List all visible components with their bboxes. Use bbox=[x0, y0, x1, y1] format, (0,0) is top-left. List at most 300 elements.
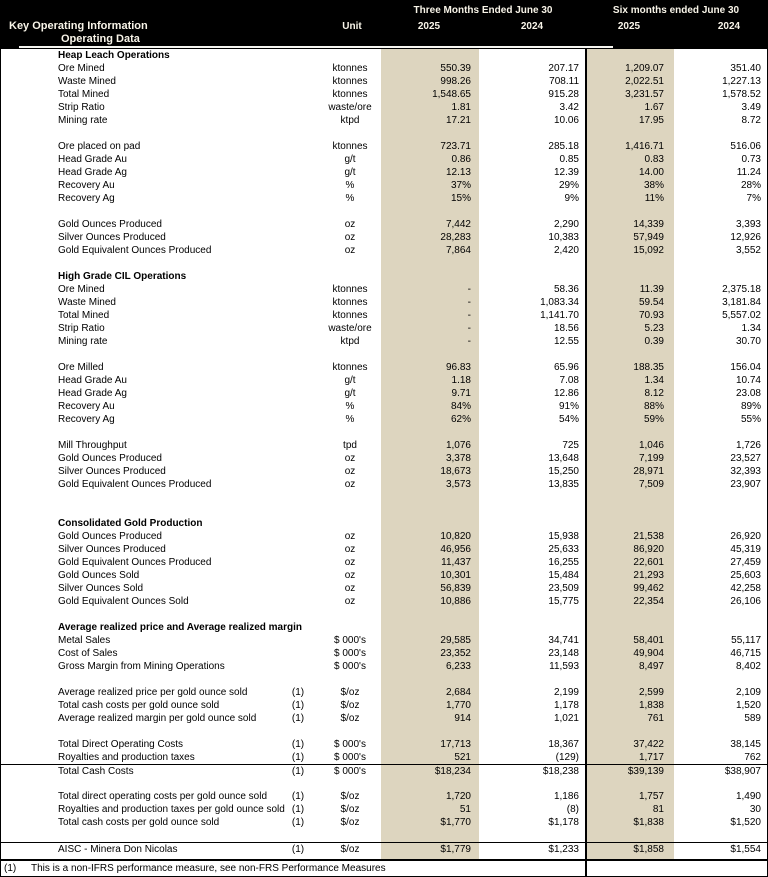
table-row bbox=[1, 179, 768, 192]
value-6m-2024: 10.74 bbox=[735, 375, 761, 386]
blank-row bbox=[1, 257, 768, 270]
row-label: Recovery Au bbox=[58, 401, 115, 412]
table-row bbox=[1, 465, 768, 478]
value-6m-2025: 7,509 bbox=[638, 479, 664, 490]
value-3m-2025: 28,283 bbox=[440, 232, 471, 243]
value-3m-2024: 1,021 bbox=[553, 713, 579, 724]
table-row bbox=[1, 634, 768, 647]
value-6m-2025: 188.35 bbox=[633, 362, 664, 373]
row-label: Average realized price and Average realized margin bbox=[58, 622, 302, 633]
value-6m-2025: 1,757 bbox=[638, 791, 664, 802]
value-3m-2025: - bbox=[467, 297, 471, 308]
row-label: Consolidated Gold Production bbox=[58, 518, 203, 529]
row-label: Heap Leach Operations bbox=[58, 50, 170, 61]
table-row bbox=[1, 712, 768, 725]
value-6m-2025: 1,838 bbox=[638, 700, 664, 711]
row-label: Total Direct Operating Costs bbox=[58, 739, 184, 750]
row-unit: $/oz bbox=[340, 844, 360, 855]
table-row bbox=[1, 400, 768, 413]
row-unit: ktonnes bbox=[332, 284, 368, 295]
table-row bbox=[1, 231, 768, 244]
value-6m-2024: 156.04 bbox=[730, 362, 761, 373]
value-6m-2024: 3.49 bbox=[741, 102, 761, 113]
value-6m-2024: 26,920 bbox=[730, 531, 761, 542]
value-3m-2024: 12.86 bbox=[553, 388, 579, 399]
year-header-6m-2025: 2025 bbox=[617, 21, 641, 32]
footnote-marker: (1) bbox=[291, 713, 305, 724]
value-3m-2025: 18,673 bbox=[440, 466, 471, 477]
value-3m-2024: 23,509 bbox=[548, 583, 579, 594]
table-row bbox=[1, 803, 768, 816]
value-6m-2024: 0.73 bbox=[741, 154, 761, 165]
value-6m-2024: 2,109 bbox=[735, 687, 761, 698]
row-unit: ktonnes bbox=[332, 76, 368, 87]
row-unit: waste/ore bbox=[328, 102, 372, 113]
value-6m-2025: 7,199 bbox=[638, 453, 664, 464]
value-6m-2024: 3,181.84 bbox=[722, 297, 761, 308]
table-row bbox=[1, 569, 768, 582]
table-row bbox=[1, 88, 768, 101]
value-3m-2024: 25,633 bbox=[548, 544, 579, 555]
row-label: Gold Equivalent Ounces Produced bbox=[58, 479, 212, 490]
value-6m-2025: 1,209.07 bbox=[625, 63, 664, 74]
value-6m-2025: 21,538 bbox=[633, 531, 664, 542]
value-3m-2024: 15,938 bbox=[548, 531, 579, 542]
row-unit: oz bbox=[344, 596, 356, 607]
value-3m-2025: 998.26 bbox=[440, 76, 471, 87]
value-6m-2025: 57,949 bbox=[633, 232, 664, 243]
value-6m-2024: 42,258 bbox=[730, 583, 761, 594]
value-6m-2024: 23.08 bbox=[735, 388, 761, 399]
value-6m-2025: 21,293 bbox=[633, 570, 664, 581]
value-6m-2025: $1,858 bbox=[633, 844, 664, 855]
value-6m-2024: 55% bbox=[740, 414, 761, 425]
table-row bbox=[1, 582, 768, 595]
value-6m-2025: 3,231.57 bbox=[625, 89, 664, 100]
value-3m-2025: $18,234 bbox=[434, 766, 471, 777]
value-3m-2024: 16,255 bbox=[548, 557, 579, 568]
value-6m-2025: 2,599 bbox=[638, 687, 664, 698]
row-label: Royalties and production taxes per gold ounce sold bbox=[58, 804, 285, 815]
value-6m-2024: 762 bbox=[744, 752, 761, 763]
section-header-row bbox=[1, 517, 768, 530]
subtitle-underline bbox=[19, 46, 613, 48]
value-6m-2024: 8.72 bbox=[741, 115, 761, 126]
row-unit: g/t bbox=[344, 388, 356, 399]
footnote-bar bbox=[1, 859, 768, 877]
table-row bbox=[1, 322, 768, 335]
value-3m-2025: 17,713 bbox=[440, 739, 471, 750]
value-6m-2024: 25,603 bbox=[730, 570, 761, 581]
value-6m-2025: 8,497 bbox=[638, 661, 664, 672]
table-row bbox=[1, 361, 768, 374]
row-unit: ktonnes bbox=[332, 310, 368, 321]
value-3m-2024: 23,148 bbox=[548, 648, 579, 659]
value-6m-2024: $1,554 bbox=[730, 844, 761, 855]
row-label: Head Grade Ag bbox=[58, 167, 127, 178]
row-unit: oz bbox=[344, 570, 356, 581]
value-3m-2025: 3,573 bbox=[445, 479, 471, 490]
table-row bbox=[1, 192, 768, 205]
value-6m-2024: 89% bbox=[740, 401, 761, 412]
table-body bbox=[1, 49, 768, 855]
page-title: Key Operating Information bbox=[9, 20, 148, 32]
row-label: Strip Ratio bbox=[58, 102, 105, 113]
value-3m-2025: 10,886 bbox=[440, 596, 471, 607]
value-3m-2025: 23,352 bbox=[440, 648, 471, 659]
value-3m-2024: 18.56 bbox=[553, 323, 579, 334]
value-6m-2024: $38,907 bbox=[724, 766, 761, 777]
row-label: Total Cash Costs bbox=[58, 766, 134, 777]
row-label: Silver Ounces Produced bbox=[58, 466, 166, 477]
value-3m-2025: 914 bbox=[454, 713, 471, 724]
row-unit: tpd bbox=[343, 440, 357, 451]
value-6m-2025: 22,601 bbox=[633, 557, 664, 568]
row-unit: $ 000's bbox=[334, 635, 366, 646]
row-unit: $ 000's bbox=[334, 766, 366, 777]
row-label: Total Mined bbox=[58, 310, 110, 321]
section-divider-line bbox=[585, 49, 587, 877]
row-unit: ktonnes bbox=[332, 63, 368, 74]
value-3m-2024: (129) bbox=[555, 752, 579, 763]
row-label: Mining rate bbox=[58, 336, 108, 347]
value-6m-2025: 14.00 bbox=[638, 167, 664, 178]
table-row bbox=[1, 153, 768, 166]
table-row bbox=[1, 699, 768, 712]
table-row bbox=[1, 595, 768, 608]
row-label: Waste Mined bbox=[58, 76, 116, 87]
footnote-marker: (1) bbox=[291, 752, 305, 763]
table-row bbox=[1, 309, 768, 322]
value-3m-2025: 12.13 bbox=[445, 167, 471, 178]
value-3m-2024: 285.18 bbox=[548, 141, 579, 152]
footnote-marker: (1) bbox=[291, 844, 305, 855]
value-3m-2024: 10,383 bbox=[548, 232, 579, 243]
value-3m-2024: $18,238 bbox=[542, 766, 579, 777]
value-3m-2025: 550.39 bbox=[440, 63, 471, 74]
value-6m-2025: 38% bbox=[643, 180, 664, 191]
blank-row bbox=[1, 127, 768, 140]
value-6m-2025: 0.39 bbox=[644, 336, 664, 347]
table-row bbox=[1, 439, 768, 452]
value-6m-2024: 55,117 bbox=[731, 635, 761, 646]
row-unit: g/t bbox=[344, 167, 356, 178]
value-6m-2025: 37,422 bbox=[633, 739, 664, 750]
value-3m-2025: 0.86 bbox=[451, 154, 471, 165]
row-label: Gold Ounces Produced bbox=[58, 219, 162, 230]
row-unit: $ 000's bbox=[334, 661, 366, 672]
value-3m-2024: 34,741 bbox=[548, 635, 579, 646]
table-row bbox=[1, 478, 768, 491]
value-3m-2025: 2,684 bbox=[445, 687, 471, 698]
row-label: Cost of Sales bbox=[58, 648, 118, 659]
value-3m-2025: $1,779 bbox=[440, 844, 471, 855]
value-3m-2025: 9.71 bbox=[451, 388, 471, 399]
row-unit: $ 000's bbox=[334, 752, 366, 763]
row-label: Gold Equivalent Ounces Sold bbox=[58, 596, 189, 607]
table-row bbox=[1, 140, 768, 153]
value-6m-2024: 23,907 bbox=[730, 479, 761, 490]
value-3m-2025: 7,442 bbox=[445, 219, 471, 230]
value-6m-2024: $1,520 bbox=[730, 817, 761, 828]
value-3m-2025: 11,437 bbox=[441, 557, 471, 568]
section-header-row bbox=[1, 49, 768, 62]
value-3m-2024: 2,199 bbox=[553, 687, 579, 698]
row-label: Ore Milled bbox=[58, 362, 104, 373]
value-6m-2025: 81 bbox=[652, 804, 664, 815]
value-3m-2025: - bbox=[467, 323, 471, 334]
table-row bbox=[1, 556, 768, 569]
row-label: Total cash costs per gold ounce sold bbox=[58, 700, 220, 711]
value-6m-2025: 0.83 bbox=[644, 154, 664, 165]
footnote-marker: (1) bbox=[291, 791, 305, 802]
table-row bbox=[1, 530, 768, 543]
table-row bbox=[1, 738, 768, 751]
blank-row bbox=[1, 504, 768, 517]
value-3m-2025: 1.81 bbox=[451, 102, 471, 113]
table-header bbox=[1, 1, 768, 49]
table-row bbox=[1, 842, 768, 855]
value-6m-2025: 1.67 bbox=[644, 102, 664, 113]
row-label: Head Grade Au bbox=[58, 154, 127, 165]
row-unit: oz bbox=[344, 479, 356, 490]
row-label: Gold Ounces Sold bbox=[58, 570, 140, 581]
section-header-row bbox=[1, 270, 768, 283]
row-unit: $ 000's bbox=[334, 648, 366, 659]
value-3m-2025: 723.71 bbox=[440, 141, 471, 152]
value-6m-2024: 30 bbox=[749, 804, 761, 815]
value-6m-2025: 1,416.71 bbox=[625, 141, 664, 152]
row-label: Gold Ounces Produced bbox=[58, 531, 162, 542]
row-label: Metal Sales bbox=[58, 635, 111, 646]
blank-row bbox=[1, 673, 768, 686]
value-3m-2025: 3,378 bbox=[445, 453, 471, 464]
value-3m-2024: 13,648 bbox=[548, 453, 579, 464]
table-row bbox=[1, 452, 768, 465]
value-6m-2024: 1,490 bbox=[735, 791, 761, 802]
section-header-row bbox=[1, 621, 768, 634]
value-6m-2025: 1,717 bbox=[638, 752, 664, 763]
value-6m-2025: 14,339 bbox=[633, 219, 664, 230]
value-3m-2024: (8) bbox=[566, 804, 579, 815]
value-6m-2024: 1.34 bbox=[741, 323, 761, 334]
value-3m-2025: 1,076 bbox=[445, 440, 471, 451]
value-6m-2025: 58,401 bbox=[633, 635, 664, 646]
blank-row bbox=[1, 348, 768, 361]
value-3m-2024: $1,233 bbox=[548, 844, 579, 855]
value-3m-2024: 708.11 bbox=[549, 76, 579, 87]
value-3m-2025: 6,233 bbox=[445, 661, 471, 672]
row-unit: oz bbox=[344, 544, 356, 555]
row-label: Total Mined bbox=[58, 89, 110, 100]
value-3m-2025: - bbox=[467, 336, 471, 347]
row-label: AISC - Minera Don Nicolas bbox=[58, 844, 178, 855]
row-label: Ore Mined bbox=[58, 63, 105, 74]
table-row bbox=[1, 647, 768, 660]
value-6m-2024: 28% bbox=[740, 180, 761, 191]
table-row bbox=[1, 244, 768, 257]
value-3m-2024: 2,290 bbox=[553, 219, 579, 230]
row-label: Recovery Ag bbox=[58, 414, 115, 425]
value-6m-2025: 1.34 bbox=[644, 375, 664, 386]
value-6m-2024: 1,227.13 bbox=[722, 76, 761, 87]
table-row bbox=[1, 816, 768, 829]
value-6m-2025: 70.93 bbox=[638, 310, 664, 321]
value-3m-2025: 29,585 bbox=[440, 635, 471, 646]
value-6m-2025: 59.54 bbox=[638, 297, 664, 308]
value-3m-2025: 37% bbox=[450, 180, 471, 191]
footnote-marker: (1) bbox=[291, 766, 305, 777]
value-3m-2025: 62% bbox=[450, 414, 471, 425]
row-unit: $/oz bbox=[340, 804, 360, 815]
value-3m-2024: 1,141.70 bbox=[540, 310, 579, 321]
row-unit: $/oz bbox=[340, 817, 360, 828]
value-6m-2025: 88% bbox=[643, 401, 664, 412]
three-months-group-header: Three Months Ended June 30 bbox=[413, 5, 553, 16]
blank-row bbox=[1, 725, 768, 738]
value-6m-2024: 26,106 bbox=[730, 596, 761, 607]
value-6m-2024: 46,715 bbox=[730, 648, 761, 659]
row-unit: $/oz bbox=[340, 713, 360, 724]
value-3m-2024: 54% bbox=[558, 414, 579, 425]
row-label: Silver Ounces Produced bbox=[58, 544, 166, 555]
value-3m-2025: 1,720 bbox=[445, 791, 471, 802]
row-unit: ktpd bbox=[340, 336, 360, 347]
footnote-marker: (1) bbox=[291, 687, 305, 698]
row-label: Head Grade Ag bbox=[58, 388, 127, 399]
value-6m-2024: 1,520 bbox=[735, 700, 761, 711]
value-3m-2024: 10.06 bbox=[553, 115, 579, 126]
row-unit: % bbox=[345, 401, 355, 412]
row-unit: oz bbox=[344, 583, 356, 594]
value-6m-2024: 7% bbox=[746, 193, 761, 204]
table-row bbox=[1, 75, 768, 88]
value-3m-2025: - bbox=[467, 310, 471, 321]
footnote-marker: (1) bbox=[291, 804, 305, 815]
row-unit: oz bbox=[344, 232, 356, 243]
table-row bbox=[1, 114, 768, 127]
table-row bbox=[1, 62, 768, 75]
value-3m-2025: 10,820 bbox=[440, 531, 471, 542]
value-3m-2025: 15% bbox=[450, 193, 471, 204]
table-row bbox=[1, 101, 768, 114]
year-header-3m-2024: 2024 bbox=[520, 21, 544, 32]
row-label: Mining rate bbox=[58, 115, 108, 126]
value-3m-2025: 51 bbox=[459, 804, 471, 815]
value-6m-2025: 59% bbox=[643, 414, 664, 425]
value-3m-2024: $1,178 bbox=[548, 817, 579, 828]
value-6m-2025: 2,022.51 bbox=[625, 76, 664, 87]
value-6m-2025: 28,971 bbox=[633, 466, 664, 477]
value-3m-2025: 10,301 bbox=[440, 570, 471, 581]
value-3m-2025: 46,956 bbox=[440, 544, 471, 555]
row-label: Total direct operating costs per gold ounce sold bbox=[58, 791, 268, 802]
row-label: Gold Equivalent Ounces Produced bbox=[58, 557, 212, 568]
value-3m-2025: 1.18 bbox=[451, 375, 471, 386]
row-label: Gold Ounces Produced bbox=[58, 453, 162, 464]
value-3m-2025: 1,770 bbox=[445, 700, 471, 711]
row-unit: oz bbox=[344, 466, 356, 477]
row-label: Average realized margin per gold ounce sold bbox=[58, 713, 257, 724]
row-label: Gold Equivalent Ounces Produced bbox=[58, 245, 212, 256]
blank-row bbox=[1, 777, 768, 790]
value-3m-2024: 58.36 bbox=[553, 284, 579, 295]
value-3m-2024: 1,083.34 bbox=[540, 297, 579, 308]
table-row bbox=[1, 166, 768, 179]
row-unit: oz bbox=[344, 245, 356, 256]
table-row bbox=[1, 374, 768, 387]
row-unit: $/oz bbox=[340, 687, 360, 698]
operating-data-subtitle: Operating Data bbox=[61, 33, 140, 45]
value-3m-2024: 2,420 bbox=[553, 245, 579, 256]
value-3m-2024: 13,835 bbox=[548, 479, 579, 490]
value-6m-2025: 17.95 bbox=[638, 115, 664, 126]
table-row bbox=[1, 790, 768, 803]
value-6m-2024: 32,393 bbox=[730, 466, 761, 477]
value-6m-2024: 3,552 bbox=[735, 245, 761, 256]
value-3m-2024: 29% bbox=[558, 180, 579, 191]
value-6m-2024: 1,578.52 bbox=[722, 89, 761, 100]
value-6m-2024: 3,393 bbox=[735, 219, 761, 230]
row-label: High Grade CIL Operations bbox=[58, 271, 187, 282]
value-3m-2024: 18,367 bbox=[548, 739, 579, 750]
value-3m-2025: 521 bbox=[454, 752, 471, 763]
value-6m-2025: 8.12 bbox=[644, 388, 664, 399]
value-3m-2024: 915.28 bbox=[548, 89, 579, 100]
blank-row bbox=[1, 608, 768, 621]
row-label: Silver Ounces Produced bbox=[58, 232, 166, 243]
footnote-marker: (1) bbox=[291, 700, 305, 711]
table-row bbox=[1, 413, 768, 426]
value-6m-2025: 11.39 bbox=[639, 284, 664, 295]
row-unit: $ 000's bbox=[334, 739, 366, 750]
value-3m-2025: 56,839 bbox=[440, 583, 471, 594]
value-3m-2024: 1,178 bbox=[553, 700, 579, 711]
row-unit: oz bbox=[344, 531, 356, 542]
value-6m-2025: 761 bbox=[647, 713, 664, 724]
value-6m-2024: 351.40 bbox=[730, 63, 761, 74]
value-6m-2024: 23,527 bbox=[730, 453, 761, 464]
year-header-6m-2024: 2024 bbox=[717, 21, 741, 32]
value-3m-2024: 3.42 bbox=[559, 102, 579, 113]
footnote-marker: (1) bbox=[291, 817, 305, 828]
value-6m-2024: 11.24 bbox=[736, 167, 761, 178]
value-6m-2024: 2,375.18 bbox=[722, 284, 761, 295]
unit-column-header: Unit bbox=[342, 21, 362, 32]
table-row bbox=[1, 283, 768, 296]
row-unit: $/oz bbox=[340, 700, 360, 711]
row-unit: ktonnes bbox=[332, 89, 368, 100]
value-6m-2024: 12,926 bbox=[730, 232, 761, 243]
value-6m-2025: 11% bbox=[644, 193, 664, 204]
value-6m-2024: 8,402 bbox=[735, 661, 761, 672]
value-3m-2025: 17.21 bbox=[445, 115, 471, 126]
value-6m-2024: 5,557.02 bbox=[722, 310, 761, 321]
row-unit: % bbox=[345, 414, 355, 425]
value-6m-2025: 15,092 bbox=[633, 245, 664, 256]
table-row bbox=[1, 218, 768, 231]
blank-row bbox=[1, 426, 768, 439]
value-3m-2025: $1,770 bbox=[440, 817, 471, 828]
row-label: Ore placed on pad bbox=[58, 141, 141, 152]
value-3m-2024: 1,186 bbox=[553, 791, 579, 802]
value-6m-2025: 5.23 bbox=[644, 323, 664, 334]
value-3m-2024: 12.55 bbox=[553, 336, 579, 347]
value-3m-2024: 91% bbox=[558, 401, 579, 412]
blank-row bbox=[1, 491, 768, 504]
value-6m-2024: 45,319 bbox=[730, 544, 761, 555]
row-label: Head Grade Au bbox=[58, 375, 127, 386]
